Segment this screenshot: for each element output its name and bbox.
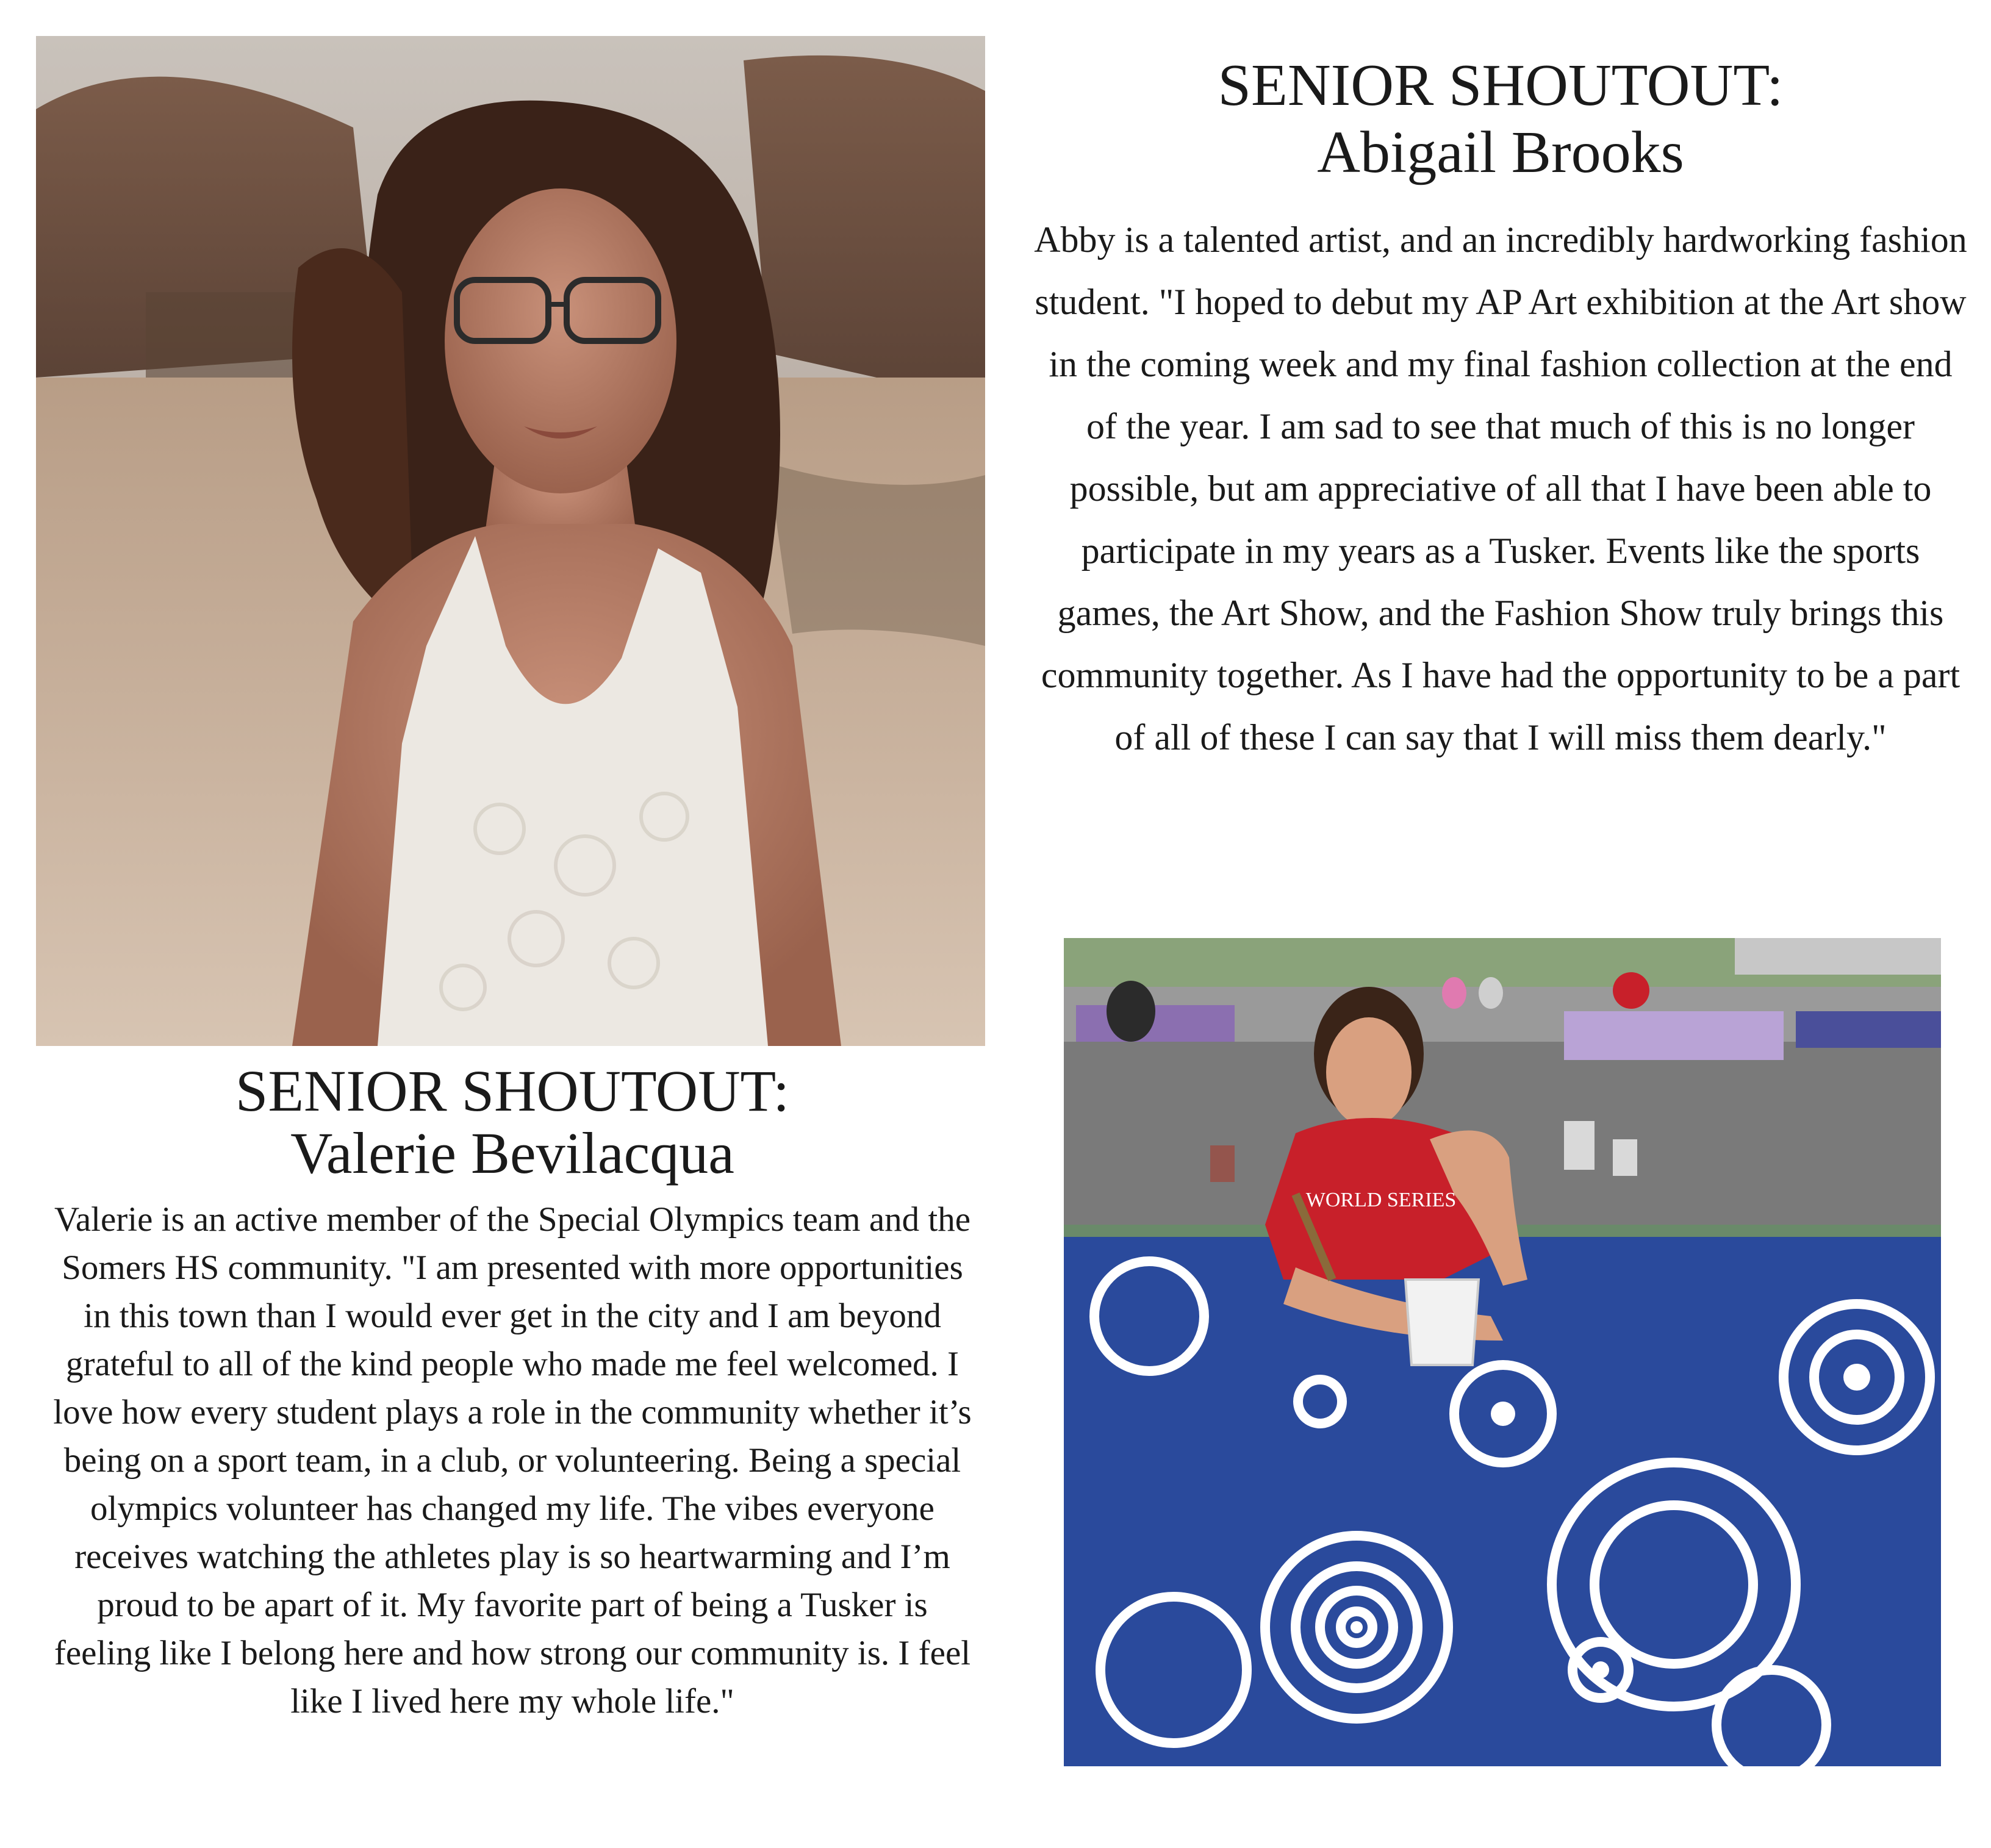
abigail-heading [1025, 52, 1976, 187]
abigail-painting-photo [1064, 938, 1941, 1766]
valerie-heading-label: SENIOR SHOUTOUT: [235, 1058, 790, 1123]
shirt-print-text: WORLD SERIES [1305, 1189, 1457, 1211]
valerie-heading [37, 1060, 988, 1184]
abigail-body-text: Abby is a talented artist, and an incredibly hardworking fashion student. "I hoped to debut my AP Art exhibition at the Art show in the coming week and my final fashion collection at the end of the year. I am sad to see that much of this is no longer possible, but am appreciative of all that I have been able to participate in my years as a Tusker. Events like the sports games, the Art Show, and the Fashion Show truly brings this community together. As I have had the opportunity to be a part of all of these I can say that I will miss them dearly." [1034, 219, 1967, 757]
valerie-shoutout [37, 1060, 988, 1725]
valerie-name: Valerie Bevilacqua [290, 1120, 734, 1186]
portrait-photo-icon [36, 36, 985, 1046]
abigail-name: Abigail Brooks [1317, 119, 1684, 185]
valerie-body-text: Valerie is an active member of the Special Olympics team and the Somers HS community. "I am presented with more opportunities in this town than I would ever get in the city and I am beyond grateful to all of the kind people who made me feel welcomed. I love how every student plays a role in the community whether it’s being on a sport team, in a club, or volunteering. Being a special olympics volunteer has changed my life. The vibes everyone receives watching the athletes play is so heartwarming and I’m proud to be apart of it. My favorite part of being a Tusker is feeling like I belong here and how strong our community is. I feel like I lived here my whole life." [53, 1200, 972, 1721]
parking-space-painting-photo-icon [1064, 938, 1941, 1766]
abigail-shoutout [1025, 52, 1976, 768]
valerie-portrait-photo [36, 36, 985, 1046]
abigail-heading-label: SENIOR SHOUTOUT: [1218, 52, 1784, 118]
